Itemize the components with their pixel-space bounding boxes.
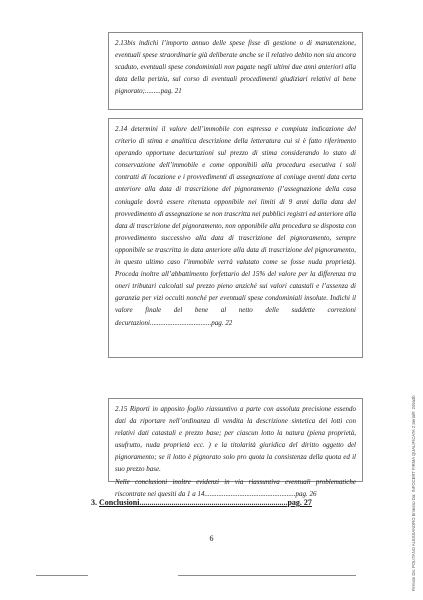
section-2-15-leader: ................................................... — [206, 489, 296, 498]
section-2-15-page-ref: pag. 26 — [295, 489, 317, 498]
conclusion-leader: .......................................................................... — [139, 498, 288, 507]
section-2-14 — [108, 118, 363, 358]
conclusion-number: 3. — [91, 498, 97, 507]
footer-rule-left — [36, 575, 88, 576]
section-2-13bis-text: 2.13bis indichi l’importo annuo delle spese fisse di gestione o di manutenzione, eventuali spese straordinarie già deliberate anche se il relativo debito non sia ancora scaduto, eventuali spese condominiali non pagate negli ultimi due anni anteriori alla data della perizia, sul corso di eventuali procedimenti giudiziari relativi al bene pignorato; — [115, 39, 356, 96]
section-2-14-leader: ................................... — [150, 318, 212, 327]
section-2-15-text-b: Nelle conclusioni inoltre evidenzi in via riassuntiva eventuali problematiche riscontrate nei quesiti da 1 a 14. — [115, 477, 356, 498]
section-2-15 — [108, 398, 363, 498]
digital-signature-stamp: Firmato Da: POLITANO ALESSANDRO Emesso Da: INFOCERT FIRMA QUALIFICATA 2 Serial#: 249a3b — [411, 395, 416, 591]
section-2-15-conclusions-paragraph — [115, 476, 356, 500]
section-2-14-text: 2.14 determini il valore dell’immobile con espressa e compiuta indicazione del criterio di stima e analitica descrizione della letteratura cui si è fatto riferimento operando opportune decurtazioni sul prezzo di stima considerando lo stato di conservazione dell’immobile e come opponibili alla procedura esecutiva i soli contratti di locazione e i provvedimenti di assegnazione al coniuge aventi data certa anteriore alla data di trascrizione del pignoramento (l’assegnazione della casa coniugale dovrà essere ritenuta opponibile nei limiti di 9 anni dalla data del provvedimento di assegnazione se non trascritta nei pubblici registri ed anteriore alla data di trascrizione del pignoramento, non opponibile alla procedura se disposta con provvedimento successivo alla data di trascrizione del pignoramento, sempre opponibile se trascritta in data anteriore alla data di trascrizione del pignoramento, in questo ultimo caso l’immobile verrà valutato come se fosse nuda proprietà). Proceda inoltre all’abbattimento forfettario del 15% del valore per la differenza tra oneri tributari calcolati sul prezzo pieno anziché sui valori catastali e l’assenza di garanzia per vizi occulti nonché per eventuali spese condominiali insolute. Indichi il valore finale del bene al netto delle suddette correzioni decurtazioni — [115, 125, 356, 327]
section-2-13bis-paragraph — [115, 37, 356, 97]
section-2-14-page-ref: pag. 22 — [211, 318, 233, 327]
section-2-13bis — [108, 32, 363, 110]
section-2-15-paragraph: 2.15 Riporti in apposito foglio riassuntivo a parte con assoluta precisione essendo dati da riportare nell’ordinanza di vendita la descrizione sintetica dei lotti con relativi dati catastali e prezzo base; per ciascun lotto la natura (piena proprietà, usufrutto, nuda proprietà ecc. ) e la titolarità giuridica del diritto oggetto del pignoramento; se il lotto è pignorato solo pro quota la consistenza della quota ed il suo prezzo base. — [115, 405, 356, 474]
page-number: 6 — [209, 534, 214, 543]
section-2-13bis-page-ref: pag. 21 — [160, 87, 182, 96]
conclusion-entry — [91, 498, 366, 507]
conclusion-title: Conclusioni — [99, 498, 140, 507]
conclusion-page-ref: pag. 27 — [287, 498, 312, 507]
section-2-14-paragraph — [115, 123, 356, 329]
footer-rule-right — [178, 575, 356, 576]
section-2-13bis-leader: ......... — [144, 87, 161, 96]
